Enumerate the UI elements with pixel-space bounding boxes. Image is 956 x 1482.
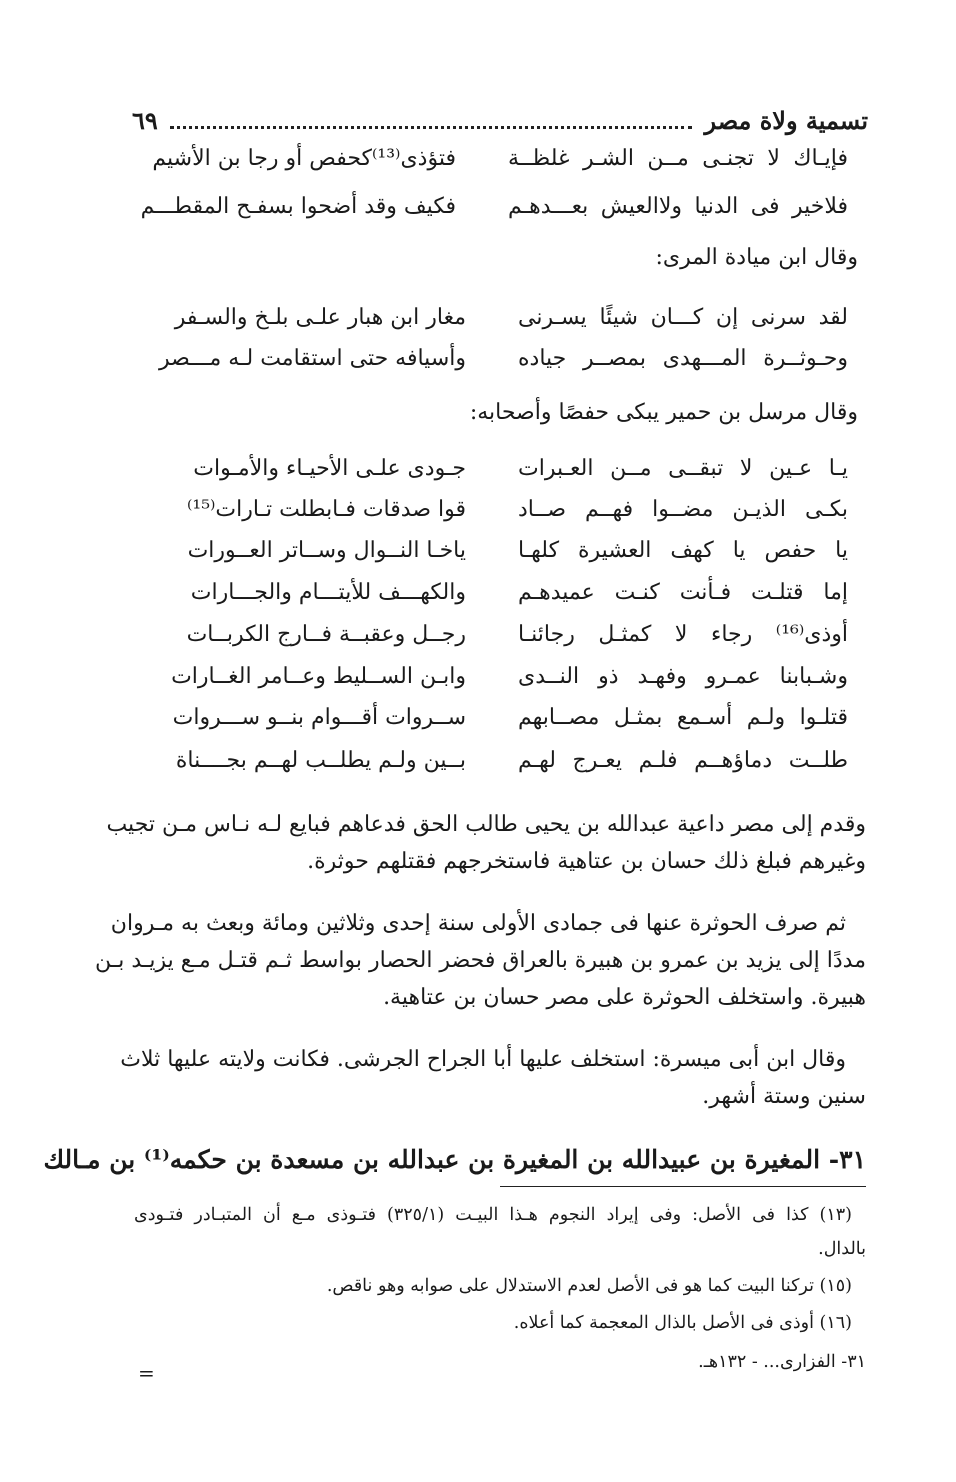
verse-line (0, 346, 956, 386)
paragraph-line: هبيرة. واستخلف الحوثرة على مصر حسان بن عتاهية. (383, 985, 866, 1010)
verse-line (0, 146, 956, 186)
verse-line (0, 748, 956, 788)
verse-second-hemistich: رجــل وعقبــة فــارج الكربــات (186, 622, 466, 647)
verse-second-hemistich: ســروات أقـــوام بنــو ســـروات (172, 705, 466, 730)
paragraph (120, 1041, 866, 1115)
verse-second-hemistich: جـودى علـى الأحيـاء والأمـوات (193, 456, 466, 481)
verse-line (0, 538, 956, 578)
verse-first-hemistich: وشـبابنا عمـرو وفهـد ذو النــدى (518, 664, 848, 689)
verse-line (0, 664, 956, 704)
footnote-13-continuation: بالدال. (818, 1239, 866, 1259)
verse-first-hemistich: يـا عـين لا تبقــى مــن العـبرات (518, 456, 848, 481)
footnote-13: (١٣) كذا فى الأصل: وفى إيراد النجوم هـذا البيـت (٣٢٥/١) فتـوذى مـع أن المتبـادر فتـودى (134, 1205, 852, 1225)
verse-line (0, 305, 956, 345)
verse-first-hemistich: فلاخير فى الدنيا ولاالعيش بعـــدهـم (508, 194, 848, 219)
verse-first-hemistich: بكـى الذيـن مضــوا فهــم صــاد (518, 497, 848, 522)
verse-second-hemistich: بــين ولـم يطلــب لهــم بجــــناة (175, 748, 466, 773)
verse-first-hemistich: إما قتلـت فـأنت كنـت عميدهـم (518, 580, 848, 605)
verse-second-hemistich: قوا صدقات فـابطلت تـارات⁽¹⁵⁾ (186, 497, 466, 522)
verse-second-hemistich: وابـن الســليط وعــامر الغــارات (171, 664, 466, 689)
verse-second-hemistich: وأسيافه حتى استقامت لـه مـــصر (158, 346, 466, 371)
page-number: ٦٩ (132, 105, 158, 135)
poem-intro: وقال مرسل بن حمير يبكى حفصًا وأصحابه: (469, 400, 858, 425)
verse-second-hemistich: والكهـــف للأيتـــام والجـــارات (190, 580, 466, 605)
paragraph (95, 905, 866, 1016)
poem-intro: وقال ابن ميادة المرى: (655, 245, 858, 270)
verse-first-hemistich: وحـوثــرة المـــهدى بمصــر جياده (518, 346, 848, 371)
footnote-separator (500, 1186, 866, 1187)
header-dotted-leader (170, 112, 693, 129)
footnote-16: (١٦) أوذى فى الأصل بالذال المعجمة كما أعلاه. (513, 1313, 852, 1333)
verse-first-hemistich: يا حفص يا كهف العشيرة كلهـا (518, 538, 848, 563)
verse-line (0, 456, 956, 496)
continuation-mark: = (138, 1361, 155, 1385)
verse-second-hemistich: مغار ابن هبار علـى بلـخ والسـفر (174, 305, 466, 330)
verse-line (0, 705, 956, 745)
verse-line (0, 194, 956, 234)
paragraph-line: مددًا إلى يزيد بن عمرو بن هبيرة بالعراق فحضر الحصار بواسط ثـم قتـل مـع يزيـد بـن (95, 948, 866, 973)
section-heading: ٣١- المغيرة بن عبيدالله بن المغيرة بن عبدالله بن مسعدة بن حكمه⁽¹⁾ بن مـالك (43, 1145, 866, 1174)
footnote-31: ٣١- الفزارى... - ١٣٢هـ. (698, 1352, 866, 1372)
verse-line (0, 580, 956, 620)
verse-line (0, 497, 956, 537)
verse-first-hemistich: فإيـاك لا تجنـى مــن الشـر غلظــة (508, 146, 848, 171)
paragraph-line: وقال ابن أبى ميسرة: استخلف عليها أبا الجراح الجرشى. فكانت ولايته عليها ثلاث (120, 1047, 846, 1072)
paragraph-line: ثم صرف الحوثرة عنها فى جمادى الأولى سنة إحدى وثلاثين ومائة وبعث به مـروان (110, 911, 846, 936)
paragraph-line: سنين وستة أشهر. (702, 1084, 866, 1109)
verse-second-hemistich: فكيف وقد أضحوا بسفـح المقطـــم (140, 194, 456, 219)
verse-first-hemistich: طلــت دماؤهــم فلـم يعـرج لهـم (518, 748, 848, 773)
verse-line (0, 622, 956, 662)
verse-first-hemistich: لقد سرنى إن كـــان شيئًا يسـرنى (518, 305, 848, 330)
paragraph-line: وغيرهم فبلغ ذلك حسان بن عتاهية فاستخرجهم فقتلهم حوثرة. (307, 849, 866, 874)
paragraph-line: وقدم إلى مصر داعية عبدالله بن يحيى طالب الحق فدعاهم فبايع لـه نـاس مـن تجيب (106, 812, 866, 837)
verse-second-hemistich: ياخـا النــوال وســاتر العــورات (187, 538, 466, 563)
running-header (132, 100, 868, 140)
verse-first-hemistich: أوذى⁽¹⁶⁾ رجاء لا كمثـل رجائنـا (518, 622, 848, 647)
verse-second-hemistich: فتؤذى⁽¹³⁾كحفص أو رجا بن الأشيم (152, 146, 456, 171)
paragraph (106, 806, 866, 880)
footnote-15: (١٥) تركنا البيت كما هو فى الأصل لعدم الاستدلال على صوابه وهو ناقص. (326, 1276, 852, 1296)
verse-first-hemistich: قتلـوا ولـم أسـمع بمثـل مصــابهم (518, 705, 848, 730)
header-title: تسمية ولاة مصر (704, 105, 868, 135)
